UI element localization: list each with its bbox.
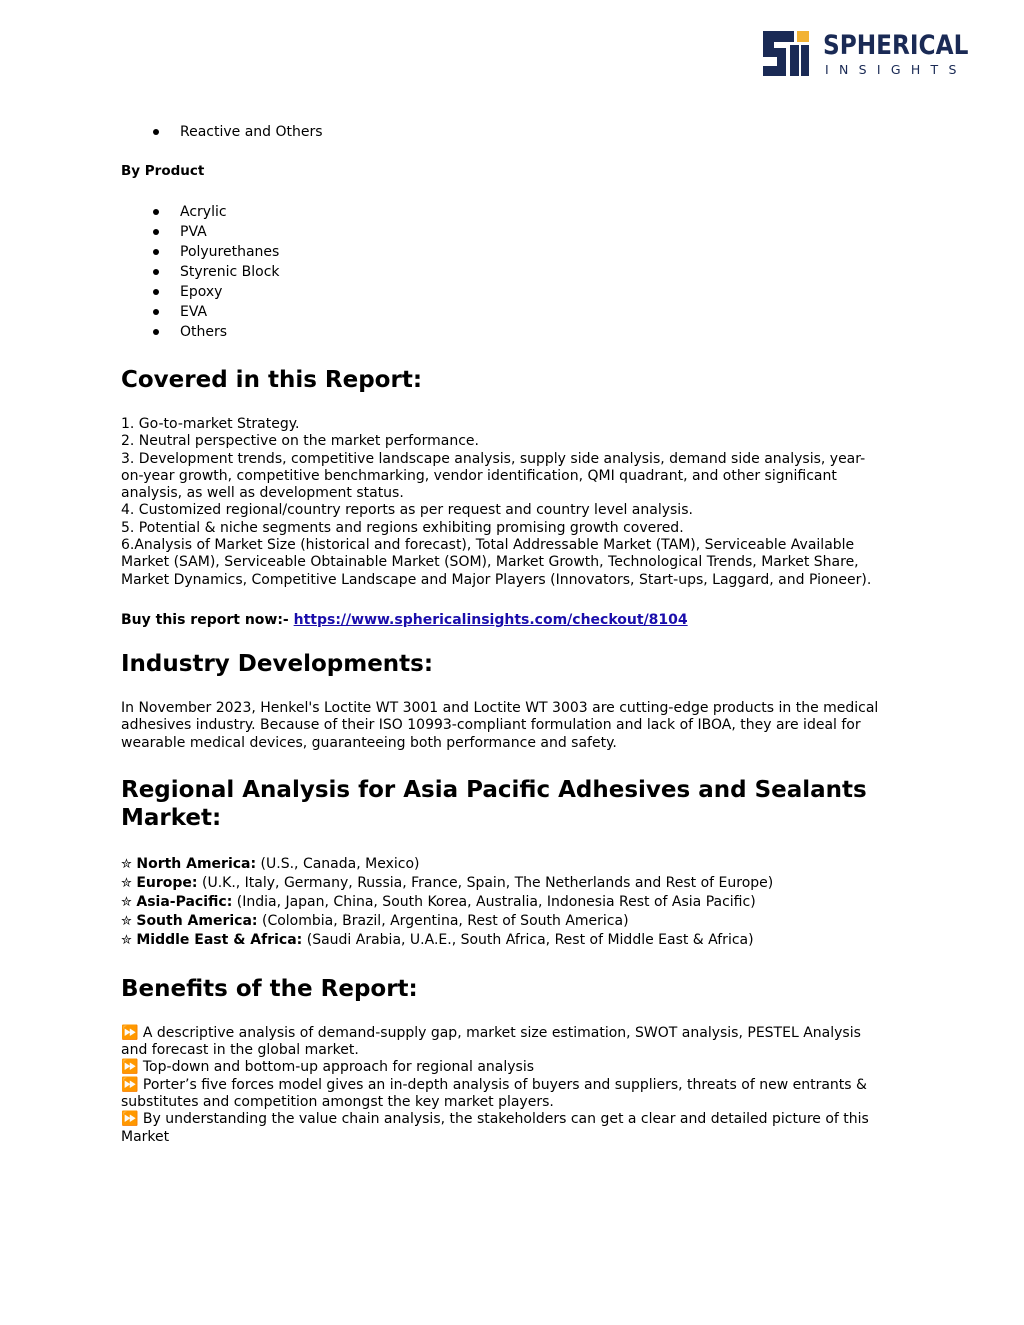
- text-line: analysis, as well as development status.: [121, 485, 404, 502]
- region-item: [121, 931, 906, 950]
- document-body: [121, 122, 906, 1146]
- spherical-insights-logo-icon: [763, 31, 811, 77]
- region-name: North America:: [136, 855, 257, 872]
- buy-line: [121, 612, 906, 628]
- text-line: [121, 1059, 906, 1076]
- by-product-heading: By Product: [121, 163, 205, 179]
- region-detail: (India, Japan, China, South Korea, Australia, Indonesia Rest of Asia Pacific): [232, 893, 756, 910]
- list-item: Acrylic: [121, 202, 906, 222]
- checkout-link[interactable]: https://www.sphericalinsights.com/checkout/8104: [293, 611, 688, 628]
- list-item: Styrenic Block: [121, 262, 906, 282]
- fast-forward-icon: ⏩: [121, 1024, 139, 1041]
- text-line: 3. Development trends, competitive landscape analysis, supply side analysis, demand side analysis, year-: [121, 450, 866, 467]
- industry-text: [121, 700, 906, 752]
- text-line: and forecast in the global market.: [121, 1042, 359, 1059]
- region-name: Middle East & Africa:: [136, 931, 303, 948]
- text-line: substitutes and competition amongst the key market players.: [121, 1094, 554, 1111]
- text-line: Market: [121, 1128, 170, 1145]
- region-item: [121, 912, 906, 931]
- text-line: 5. Potential & niche segments and regions exhibiting promising growth covered.: [121, 519, 684, 536]
- text-line: Market (SAM), Serviceable Obtainable Market (SOM), Market Growth, Technological Trends, Market Share,: [121, 554, 859, 571]
- product-list: [121, 202, 906, 342]
- fast-forward-icon: ⏩: [121, 1076, 139, 1093]
- logo-wordmark-primary: SPHERICAL: [823, 30, 969, 61]
- regional-heading-line1: Regional Analysis for Asia Pacific Adhesives and Sealants: [121, 776, 867, 803]
- text-line: [121, 1025, 906, 1042]
- text-line: adhesives industry. Because of their ISO 10993-compliant formulation and lack of IBOA, they are ideal for: [121, 717, 861, 734]
- benefit-text: Top-down and bottom-up approach for regional analysis: [138, 1059, 535, 1076]
- region-item: [121, 855, 906, 874]
- regional-heading: [121, 776, 906, 832]
- industry-heading: Industry Developments:: [121, 650, 434, 677]
- list-item: Polyurethanes: [121, 242, 906, 262]
- covered-text: [121, 416, 906, 589]
- region-item: [121, 893, 906, 912]
- buy-label: Buy this report now:-: [121, 611, 294, 628]
- benefit-text: Porter’s five forces model gives an in-depth analysis of buyers and suppliers, threats of new entrants &: [138, 1076, 867, 1093]
- star-icon: ✮: [121, 932, 132, 948]
- star-icon: ✮: [121, 913, 132, 929]
- text-line: 2. Neutral perspective on the market performance.: [121, 433, 479, 450]
- benefit-text: A descriptive analysis of demand-supply gap, market size estimation, SWOT analysis, PESTEL Analysis: [138, 1024, 861, 1041]
- region-item: [121, 874, 906, 893]
- regional-heading-line2: Market:: [121, 804, 222, 831]
- region-name: South America:: [136, 912, 258, 929]
- text-line: 4. Customized regional/country reports as per request and country level analysis.: [121, 502, 693, 519]
- text-line: [121, 1111, 906, 1128]
- benefits-text: [121, 1025, 906, 1146]
- benefit-text: By understanding the value chain analysis, the stakeholders can get a clear and detailed picture of this: [138, 1111, 869, 1128]
- star-icon: ✮: [121, 894, 132, 910]
- text-line: In November 2023, Henkel's Loctite WT 3001 and Loctite WT 3003 are cutting-edge products in the medical: [121, 699, 879, 716]
- text-line: [121, 1077, 906, 1094]
- benefits-heading: Benefits of the Report:: [121, 975, 418, 1002]
- region-detail: (U.K., Italy, Germany, Russia, France, Spain, The Netherlands and Rest of Europe): [197, 874, 774, 891]
- star-icon: ✮: [121, 875, 132, 891]
- list-item: PVA: [121, 222, 906, 242]
- text-line: 1. Go-to-market Strategy.: [121, 416, 300, 432]
- covered-heading: Covered in this Report:: [121, 367, 423, 393]
- fast-forward-icon: ⏩: [121, 1111, 139, 1128]
- list-item: Epoxy: [121, 282, 906, 302]
- fast-forward-icon: ⏩: [121, 1059, 139, 1076]
- list-item: EVA: [121, 302, 906, 322]
- region-name: Asia-Pacific:: [136, 893, 233, 910]
- list-item: Reactive and Others: [121, 122, 906, 142]
- text-line: 6.Analysis of Market Size (historical and forecast), Total Addressable Market (TAM), Serviceable Available: [121, 537, 855, 554]
- region-detail: (Colombia, Brazil, Argentina, Rest of South America): [257, 912, 629, 929]
- text-line: wearable medical devices, guaranteeing both performance and safety.: [121, 734, 617, 751]
- segment-list-continued: [121, 122, 906, 142]
- text-line: Market Dynamics, Competitive Landscape and Major Players (Innovators, Start-ups, Laggard, and Pioneer).: [121, 571, 872, 588]
- region-detail: (Saudi Arabia, U.A.E., South Africa, Rest of Middle East & Africa): [302, 931, 754, 948]
- region-name: Europe:: [136, 874, 198, 891]
- text-line: on-year growth, competitive benchmarking, vendor identification, QMI quadrant, and other significant: [121, 467, 837, 484]
- star-icon: ✮: [121, 856, 132, 872]
- region-list: [121, 855, 906, 950]
- list-item: Others: [121, 322, 906, 342]
- region-detail: (U.S., Canada, Mexico): [256, 855, 420, 872]
- logo-wordmark-secondary: INSIGHTS: [825, 62, 967, 77]
